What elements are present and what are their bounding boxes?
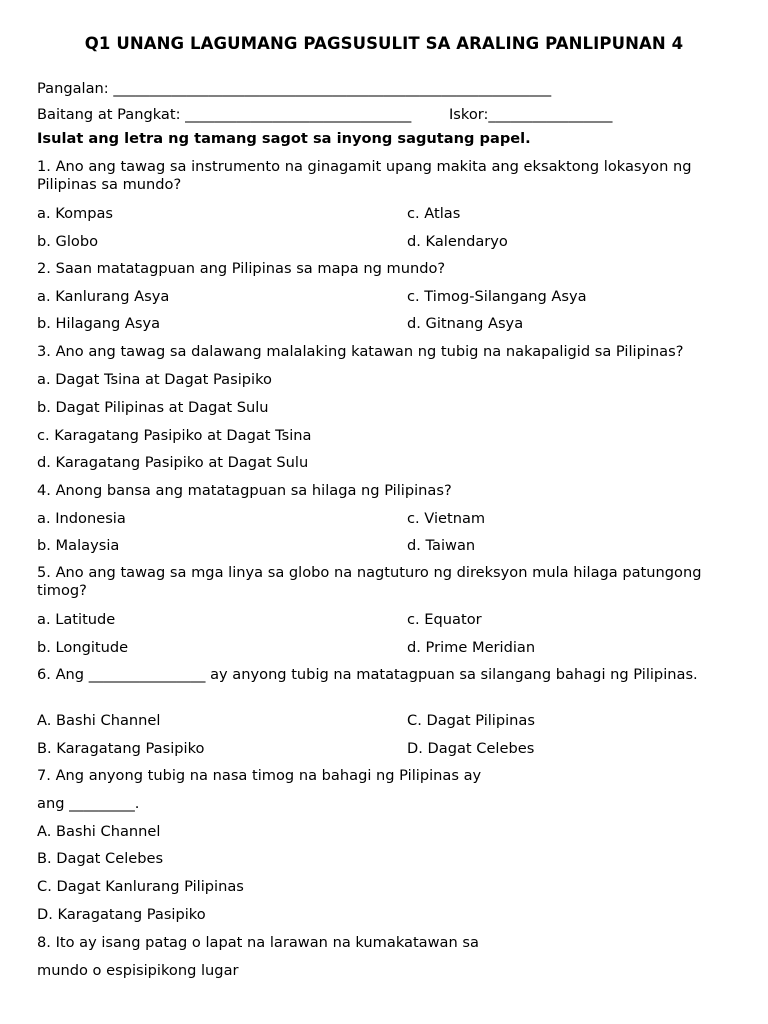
question-7-text: 7. Ang anyong tubig na nasa timog na bahagi ng Pilipinas ay — [37, 767, 482, 784]
question-6-choice-b: B. Karagatang Pasipiko — [37, 740, 205, 757]
question-4-choice-a: a. Indonesia — [37, 510, 126, 527]
page-title: Q1 UNANG LAGUMANG PAGSUSULIT SA ARALING PANLIPUNAN 4 — [84, 34, 684, 53]
name-field: Pangalan: ____________________________________________________________ — [37, 80, 552, 97]
question-8-text-continued: mundo o espisipikong lugar — [37, 962, 239, 979]
question-1-choice-b: b. Globo — [37, 233, 99, 250]
question-5-choice-a: a. Latitude — [37, 611, 116, 628]
question-3-choice-d: d. Karagatang Pasipiko at Dagat Sulu — [37, 454, 309, 471]
question-3-choice-a: a. Dagat Tsina at Dagat Pasipiko — [37, 371, 272, 388]
question-4-choice-d: d. Taiwan — [407, 537, 476, 554]
grade-section-field: Baitang at Pangkat: _______________________________ — [37, 106, 412, 123]
question-2-choice-d: d. Gitnang Asya — [407, 315, 524, 332]
question-2-choice-a: a. Kanlurang Asya — [37, 288, 170, 305]
question-7-choice-c: C. Dagat Kanlurang Pilipinas — [37, 878, 244, 895]
question-4-choice-c: c. Vietnam — [407, 510, 486, 527]
question-7-text-continued: ang _________. — [37, 795, 140, 812]
question-2-choice-c: c. Timog-Silangang Asya — [407, 288, 587, 305]
question-6-choice-c: C. Dagat Pilipinas — [407, 712, 535, 729]
question-5-text: 5. Ano ang tawag sa mga linya sa globo na nagtuturo ng direksyon mula hilaga patungong timog? — [37, 564, 702, 599]
question-1-choice-a: a. Kompas — [37, 205, 114, 222]
score-field: Iskor:_________________ — [449, 106, 613, 123]
question-1-text: 1. Ano ang tawag sa instrumento na ginagamit upang makita ang eksaktong lokasyon ng Pilipinas sa mundo? — [37, 158, 692, 193]
question-5-choice-d: d. Prime Meridian — [407, 639, 536, 656]
question-7-choice-a: A. Bashi Channel — [37, 823, 161, 840]
instruction-text: Isulat ang letra ng tamang sagot sa inyong sagutang papel. — [37, 130, 531, 147]
question-5-choice-c: c. Equator — [407, 611, 482, 628]
question-1-choice-d: d. Kalendaryo — [407, 233, 508, 250]
question-7-choice-b: B. Dagat Celebes — [37, 850, 164, 867]
question-2-text: 2. Saan matatagpuan ang Pilipinas sa mapa ng mundo? — [37, 260, 446, 277]
question-4-choice-b: b. Malaysia — [37, 537, 120, 554]
question-7-choice-d: D. Karagatang Pasipiko — [37, 906, 206, 923]
question-3-text: 3. Ano ang tawag sa dalawang malalaking katawan ng tubig na nakapaligid sa Pilipinas? — [37, 343, 684, 360]
question-3-choice-c: c. Karagatang Pasipiko at Dagat Tsina — [37, 427, 312, 444]
question-6-choice-d: D. Dagat Celebes — [407, 740, 535, 757]
question-8-text: 8. Ito ay isang patag o lapat na larawan na kumakatawan sa — [37, 934, 479, 951]
question-1-choice-c: c. Atlas — [407, 205, 461, 222]
question-6-choice-a: A. Bashi Channel — [37, 712, 161, 729]
question-6-text: 6. Ang ________________ ay anyong tubig na matatagpuan sa silangang bahagi ng Pilipinas. — [37, 666, 698, 683]
question-5-choice-b: b. Longitude — [37, 639, 129, 656]
question-3-choice-b: b. Dagat Pilipinas at Dagat Sulu — [37, 399, 269, 416]
question-2-choice-b: b. Hilagang Asya — [37, 315, 161, 332]
question-4-text: 4. Anong bansa ang matatagpuan sa hilaga ng Pilipinas? — [37, 482, 452, 499]
